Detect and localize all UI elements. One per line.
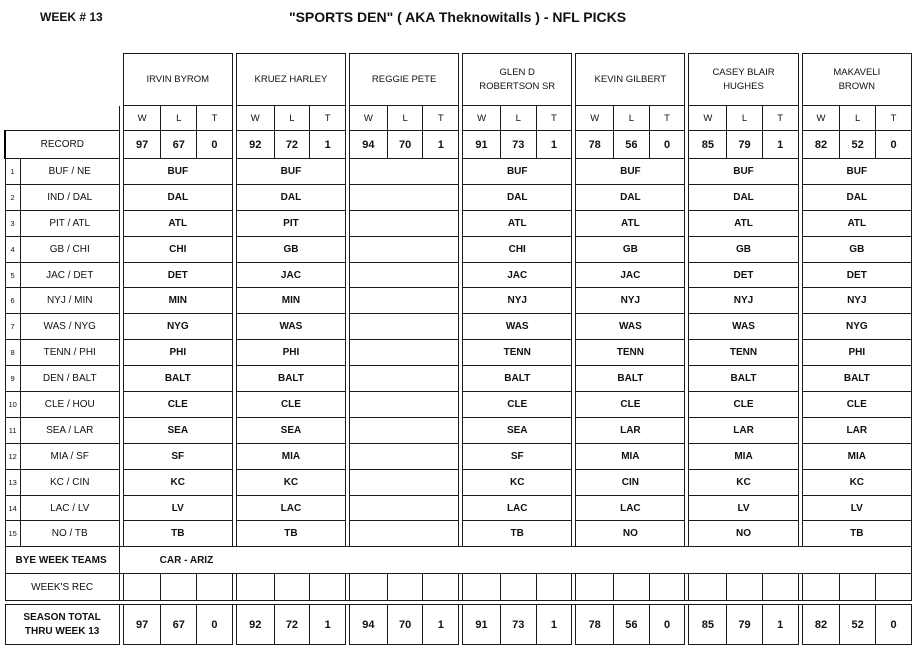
season-value: 82 xyxy=(802,605,840,645)
bye-teams: CAR - ARIZ xyxy=(119,547,911,574)
pick-cell: NYJ xyxy=(576,288,685,314)
pick-cell: MIA xyxy=(576,443,685,469)
game-row xyxy=(5,366,912,392)
game-number: 14 xyxy=(5,495,20,521)
player-name-line: GLEN D xyxy=(499,66,535,78)
season-total-row xyxy=(5,605,912,645)
pick-cell: KC xyxy=(236,469,345,495)
pick-cell: LAR xyxy=(576,417,685,443)
col-header-t: T xyxy=(310,106,346,131)
game-number: 13 xyxy=(5,469,20,495)
player-name xyxy=(123,54,232,106)
weeks-rec-label: WEEK'S REC xyxy=(5,574,119,601)
pick-cell: SEA xyxy=(463,417,572,443)
game-matchup: TENN / PHI xyxy=(20,340,119,366)
pick-cell xyxy=(350,184,459,210)
pick-cell: BUF xyxy=(689,159,798,185)
pick-cell: SF xyxy=(123,443,232,469)
pick-cell: NO xyxy=(689,521,798,547)
season-value: 97 xyxy=(123,605,161,645)
player-name xyxy=(236,54,345,106)
game-matchup: NO / TB xyxy=(20,521,119,547)
season-value: 56 xyxy=(614,605,650,645)
season-value: 1 xyxy=(423,605,459,645)
player-name xyxy=(802,54,911,106)
sheet-title-text: "SPORTS DEN" ( AKA Theknowitalls ) - NFL PICKS xyxy=(288,9,627,25)
record-value: 73 xyxy=(500,131,536,159)
pick-cell: TB xyxy=(463,521,572,547)
pick-cell: PHI xyxy=(236,340,345,366)
pick-cell xyxy=(350,340,459,366)
col-header-w: W xyxy=(463,106,501,131)
game-matchup: JAC / DET xyxy=(20,262,119,288)
pick-cell: CLE xyxy=(576,392,685,418)
season-value: 73 xyxy=(500,605,536,645)
record-value: 56 xyxy=(614,131,650,159)
week-label: WEEK # 13 xyxy=(40,10,103,24)
corner-blank xyxy=(5,54,119,106)
record-value: 78 xyxy=(576,131,614,159)
pick-cell: SEA xyxy=(236,417,345,443)
record-value: 94 xyxy=(350,131,388,159)
game-matchup: WAS / NYG xyxy=(20,314,119,340)
pick-cell: CIN xyxy=(576,469,685,495)
season-value: 1 xyxy=(310,605,346,645)
record-label: RECORD xyxy=(5,131,119,159)
col-header-w: W xyxy=(802,106,840,131)
pick-cell: CLE xyxy=(236,392,345,418)
pick-cell: NYG xyxy=(802,314,911,340)
pick-cell xyxy=(350,210,459,236)
pick-cell xyxy=(350,288,459,314)
pick-cell: TB xyxy=(123,521,232,547)
game-matchup: BUF / NE xyxy=(20,159,119,185)
season-value: 94 xyxy=(350,605,388,645)
pick-cell: DAL xyxy=(576,184,685,210)
pick-cell xyxy=(350,495,459,521)
bye-row xyxy=(5,547,912,574)
pick-cell: LV xyxy=(689,495,798,521)
game-row xyxy=(5,210,912,236)
pick-cell xyxy=(350,159,459,185)
pick-cell: KC xyxy=(802,469,911,495)
record-value: 70 xyxy=(387,131,423,159)
record-value: 1 xyxy=(310,131,346,159)
col-header-l: L xyxy=(614,106,650,131)
pick-cell: KC xyxy=(689,469,798,495)
game-number: 8 xyxy=(5,340,20,366)
pick-cell: GB xyxy=(802,236,911,262)
game-number: 6 xyxy=(5,288,20,314)
pick-cell: NYJ xyxy=(463,288,572,314)
game-number: 9 xyxy=(5,366,20,392)
player-name-line: CASEY BLAIR xyxy=(712,66,775,78)
pick-cell: WAS xyxy=(236,314,345,340)
season-value: 1 xyxy=(536,605,572,645)
pick-cell: MIA xyxy=(802,443,911,469)
game-matchup: LAC / LV xyxy=(20,495,119,521)
game-row xyxy=(5,521,912,547)
col-header-t: T xyxy=(423,106,459,131)
pick-cell: KC xyxy=(463,469,572,495)
col-header-l: L xyxy=(161,106,197,131)
record-value: 82 xyxy=(802,131,840,159)
game-number: 11 xyxy=(5,417,20,443)
pick-cell: SEA xyxy=(123,417,232,443)
pick-cell: LAC xyxy=(463,495,572,521)
record-value: 97 xyxy=(123,131,161,159)
season-value: 1 xyxy=(762,605,798,645)
player-name-line: KRUEZ HARLEY xyxy=(254,73,328,85)
pick-cell: BALT xyxy=(576,366,685,392)
pick-cell: CHI xyxy=(123,236,232,262)
player-name-line: MAKAVELI xyxy=(833,66,881,78)
game-row xyxy=(5,469,912,495)
game-row xyxy=(5,392,912,418)
weeks-rec-value xyxy=(576,574,614,601)
weeks-rec-value xyxy=(840,574,876,601)
season-value: 52 xyxy=(840,605,876,645)
record-value: 92 xyxy=(236,131,274,159)
season-value: 0 xyxy=(876,605,912,645)
weeks-rec-value xyxy=(197,574,233,601)
pick-cell: BALT xyxy=(236,366,345,392)
pick-cell: BUF xyxy=(576,159,685,185)
game-matchup: PIT / ATL xyxy=(20,210,119,236)
pick-cell: SF xyxy=(463,443,572,469)
bye-label: BYE WEEK TEAMS xyxy=(5,547,119,574)
pick-cell: WAS xyxy=(689,314,798,340)
weeks-rec-value xyxy=(689,574,727,601)
pick-cell xyxy=(350,521,459,547)
pick-cell xyxy=(350,417,459,443)
season-value: 91 xyxy=(463,605,501,645)
pick-cell: CLE xyxy=(689,392,798,418)
record-value: 1 xyxy=(762,131,798,159)
record-value: 1 xyxy=(423,131,459,159)
record-value: 0 xyxy=(876,131,912,159)
weeks-rec-value xyxy=(350,574,388,601)
pick-cell xyxy=(350,236,459,262)
game-row xyxy=(5,236,912,262)
record-value: 0 xyxy=(649,131,685,159)
pick-cell xyxy=(350,392,459,418)
pick-cell xyxy=(350,469,459,495)
pick-cell: LAC xyxy=(236,495,345,521)
game-number: 4 xyxy=(5,236,20,262)
game-number: 15 xyxy=(5,521,20,547)
player-name-line: ROBERTSON SR xyxy=(479,80,556,92)
weeks-rec-value xyxy=(802,574,840,601)
record-row xyxy=(5,131,912,159)
game-matchup: IND / DAL xyxy=(20,184,119,210)
pick-cell: BUF xyxy=(236,159,345,185)
pick-cell: JAC xyxy=(236,262,345,288)
player-name xyxy=(689,54,798,106)
pick-cell: ATL xyxy=(689,210,798,236)
pick-cell: GB xyxy=(576,236,685,262)
weeks-rec-value xyxy=(614,574,650,601)
game-row xyxy=(5,417,912,443)
pick-cell: NYJ xyxy=(802,288,911,314)
game-number: 3 xyxy=(5,210,20,236)
pick-cell: JAC xyxy=(463,262,572,288)
picks-table xyxy=(4,53,912,645)
pick-cell: TENN xyxy=(689,340,798,366)
pick-cell: NYJ xyxy=(689,288,798,314)
pick-cell: TENN xyxy=(576,340,685,366)
pick-cell: BUF xyxy=(802,159,911,185)
game-row xyxy=(5,314,912,340)
col-header-l: L xyxy=(727,106,763,131)
player-name xyxy=(350,54,459,106)
col-header-w: W xyxy=(236,106,274,131)
col-header-l: L xyxy=(500,106,536,131)
weeks-rec-value xyxy=(161,574,197,601)
game-number: 12 xyxy=(5,443,20,469)
weeks-rec-value xyxy=(236,574,274,601)
pick-cell: MIN xyxy=(123,288,232,314)
pick-cell: GB xyxy=(236,236,345,262)
pick-cell: LAR xyxy=(802,417,911,443)
season-value: 0 xyxy=(649,605,685,645)
corner-blank xyxy=(5,106,119,131)
game-row xyxy=(5,159,912,185)
pick-cell: JAC xyxy=(576,262,685,288)
season-value: 0 xyxy=(197,605,233,645)
pick-cell: CLE xyxy=(802,392,911,418)
game-matchup: NYJ / MIN xyxy=(20,288,119,314)
pick-cell: BALT xyxy=(689,366,798,392)
col-header-t: T xyxy=(536,106,572,131)
col-header-t: T xyxy=(876,106,912,131)
game-matchup: SEA / LAR xyxy=(20,417,119,443)
season-value: 92 xyxy=(236,605,274,645)
record-value: 79 xyxy=(727,131,763,159)
weeks-rec-value xyxy=(123,574,161,601)
game-row xyxy=(5,184,912,210)
pick-cell: DAL xyxy=(463,184,572,210)
weeks-rec-row xyxy=(5,574,912,601)
weeks-rec-value xyxy=(536,574,572,601)
pick-cell: DET xyxy=(123,262,232,288)
game-number: 2 xyxy=(5,184,20,210)
pick-cell: DAL xyxy=(802,184,911,210)
col-header-t: T xyxy=(649,106,685,131)
game-row xyxy=(5,340,912,366)
game-matchup: DEN / BALT xyxy=(20,366,119,392)
pick-cell: BUF xyxy=(463,159,572,185)
game-matchup: MIA / SF xyxy=(20,443,119,469)
record-value: 1 xyxy=(536,131,572,159)
pick-cell: GB xyxy=(689,236,798,262)
game-matchup: GB / CHI xyxy=(20,236,119,262)
pick-cell: DAL xyxy=(123,184,232,210)
player-name-line: KEVIN GILBERT xyxy=(594,73,667,85)
col-header-w: W xyxy=(350,106,388,131)
player-name-line: BROWN xyxy=(838,80,876,92)
game-number: 7 xyxy=(5,314,20,340)
game-row xyxy=(5,262,912,288)
pick-cell: CLE xyxy=(463,392,572,418)
season-value: 85 xyxy=(689,605,727,645)
pick-cell: ATL xyxy=(123,210,232,236)
pick-cell: TB xyxy=(802,521,911,547)
record-value: 91 xyxy=(463,131,501,159)
game-matchup: KC / CIN xyxy=(20,469,119,495)
weeks-rec-value xyxy=(876,574,912,601)
col-header-l: L xyxy=(387,106,423,131)
pick-cell: BALT xyxy=(123,366,232,392)
season-total-line: THRU WEEK 13 xyxy=(24,625,100,637)
weeks-rec-value xyxy=(423,574,459,601)
sheet-title xyxy=(0,9,915,25)
weeks-rec-value xyxy=(727,574,763,601)
record-value: 67 xyxy=(161,131,197,159)
pick-cell: PHI xyxy=(802,340,911,366)
pick-cell: DET xyxy=(802,262,911,288)
player-name xyxy=(576,54,685,106)
pick-cell: PHI xyxy=(123,340,232,366)
game-row xyxy=(5,495,912,521)
season-value: 67 xyxy=(161,605,197,645)
player-name-line: HUGHES xyxy=(723,80,764,92)
season-value: 79 xyxy=(727,605,763,645)
wlt-header-row xyxy=(5,106,912,131)
weeks-rec-value xyxy=(762,574,798,601)
pick-cell: DET xyxy=(689,262,798,288)
record-value: 85 xyxy=(689,131,727,159)
pick-cell: LV xyxy=(123,495,232,521)
pick-cell: NYG xyxy=(123,314,232,340)
season-value: 72 xyxy=(274,605,310,645)
pick-cell: TB xyxy=(236,521,345,547)
pick-cell: KC xyxy=(123,469,232,495)
col-header-l: L xyxy=(274,106,310,131)
pick-cell: BALT xyxy=(463,366,572,392)
pick-cell xyxy=(350,443,459,469)
pick-cell: PIT xyxy=(236,210,345,236)
weeks-rec-value xyxy=(463,574,501,601)
pick-cell: BUF xyxy=(123,159,232,185)
pick-cell: LAR xyxy=(689,417,798,443)
pick-cell: TENN xyxy=(463,340,572,366)
weeks-rec-value xyxy=(649,574,685,601)
pick-cell: LAC xyxy=(576,495,685,521)
weeks-rec-value xyxy=(274,574,310,601)
record-value: 0 xyxy=(197,131,233,159)
pick-cell: DAL xyxy=(236,184,345,210)
pick-cell: DAL xyxy=(689,184,798,210)
pick-cell: MIA xyxy=(236,443,345,469)
weeks-rec-value xyxy=(387,574,423,601)
pick-cell xyxy=(350,366,459,392)
season-total-label xyxy=(5,605,119,645)
col-header-w: W xyxy=(576,106,614,131)
pick-cell xyxy=(350,314,459,340)
weeks-rec-value xyxy=(310,574,346,601)
pick-cell: BALT xyxy=(802,366,911,392)
game-row xyxy=(5,288,912,314)
pick-cell: ATL xyxy=(802,210,911,236)
pick-cell: ATL xyxy=(463,210,572,236)
game-number: 10 xyxy=(5,392,20,418)
col-header-t: T xyxy=(197,106,233,131)
col-header-w: W xyxy=(689,106,727,131)
col-header-t: T xyxy=(762,106,798,131)
game-number: 5 xyxy=(5,262,20,288)
player-names-row xyxy=(5,54,912,106)
pick-cell: NO xyxy=(576,521,685,547)
season-total-line: SEASON TOTAL xyxy=(23,611,101,623)
weeks-rec-value xyxy=(500,574,536,601)
player-name-line: IRVIN BYROM xyxy=(146,73,210,85)
pick-cell: CHI xyxy=(463,236,572,262)
player-name-line: REGGIE PETE xyxy=(371,73,437,85)
pick-cell: MIN xyxy=(236,288,345,314)
pick-cell: CLE xyxy=(123,392,232,418)
col-header-l: L xyxy=(840,106,876,131)
pick-cell: ATL xyxy=(576,210,685,236)
season-value: 78 xyxy=(576,605,614,645)
pick-cell xyxy=(350,262,459,288)
pick-cell: WAS xyxy=(463,314,572,340)
pick-cell: WAS xyxy=(576,314,685,340)
pick-cell: LV xyxy=(802,495,911,521)
game-matchup: CLE / HOU xyxy=(20,392,119,418)
record-value: 52 xyxy=(840,131,876,159)
game-number: 1 xyxy=(5,159,20,185)
season-value: 70 xyxy=(387,605,423,645)
pick-cell: MIA xyxy=(689,443,798,469)
col-header-w: W xyxy=(123,106,161,131)
record-value: 72 xyxy=(274,131,310,159)
player-name xyxy=(463,54,572,106)
game-row xyxy=(5,443,912,469)
